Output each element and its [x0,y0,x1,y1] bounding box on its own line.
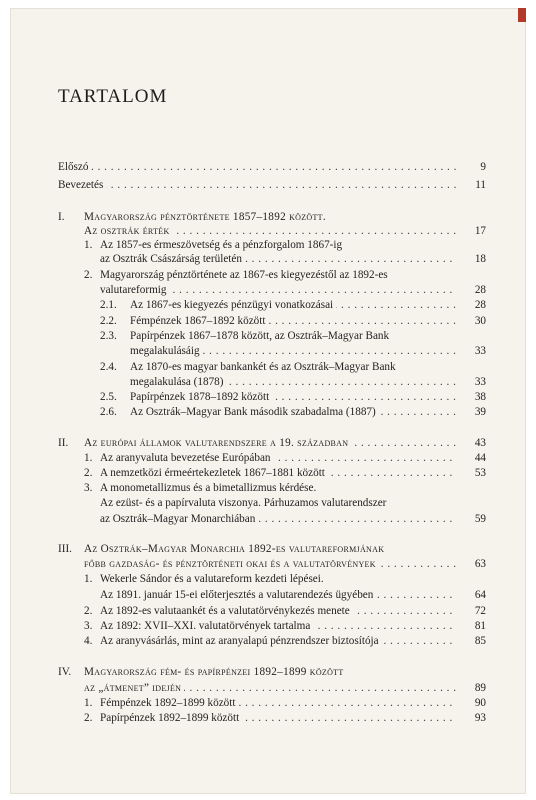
toc-section-number: 1. [84,239,93,251]
toc-row [0,588,536,603]
toc-entry-text: A nemzetközi érmeértekezletek 1867–1881 között . . . [100,466,456,481]
toc-page-number: 89 [474,682,486,694]
toc-entry-text: az Osztrák Császárság területén . . . [100,252,456,267]
toc-section-number: 2.5. [100,391,117,403]
toc-page-number: 81 [474,620,486,632]
toc-section-number: 2.2. [100,315,117,327]
toc-row [0,160,536,175]
toc-entry-text: Az ezüst- és a papírvaluta viszonya. Párhuzamos valutarendszer [100,496,480,511]
toc-entry-text: Magyarország pénztörténete 1857–1892 között. [84,210,464,225]
toc-page-number: 18 [474,253,486,265]
toc-row [0,466,536,481]
toc-entry-text: Az európai államok valutarendszere a 19. században . . . [84,436,456,451]
toc-page-number: 43 [474,437,486,449]
toc-entry-text: Az Osztrák–Magyar Bank második szabadalma (1887) . . . [130,405,456,420]
toc-page-number: 11 [475,179,486,191]
toc-section-number: 3. [84,482,93,494]
toc-row [0,238,536,253]
toc-entry-text: Az aranyvaluta bevezetése Európában . . . [100,451,456,466]
toc-row [0,329,536,344]
toc-entry-text: Fémpénzek 1867–1892 között . . . [130,314,456,329]
toc-row [0,375,536,390]
toc-page-number: 44 [474,452,486,464]
toc-row [0,252,536,267]
toc-entry-text: Papírpénzek 1878–1892 között . . . [130,390,456,405]
toc-row [0,405,536,420]
toc-row [0,436,536,451]
toc-section-number: 2. [84,605,93,617]
toc-page-number: 59 [474,513,486,525]
toc-entry-text: megalakulásáig . . . [130,344,456,359]
toc-row [0,634,536,649]
toc-entry-text: Bevezetés . . . [58,178,456,193]
toc-page-number: 63 [474,558,486,570]
toc-section-number: I. [58,211,65,223]
toc-section-number: 1. [84,697,93,709]
toc-row [0,572,536,587]
toc-entry-text: Az 1892-es valutaankét és a valutatörvénykezés menete . . . [100,604,456,619]
toc-section-number: 2. [84,467,93,479]
toc-row [0,298,536,313]
toc-page-number: 39 [474,406,486,418]
toc-page-number: 28 [474,299,486,311]
toc-row [0,665,536,680]
toc-row [0,557,536,572]
toc-entry-text: Papírpénzek 1867–1878 között, az Osztrák–Magyar Bank [130,329,480,344]
toc-page-number: 33 [474,345,486,357]
toc-section-number: 2.4. [100,361,117,373]
toc-row [0,512,536,527]
toc-row [0,681,536,696]
toc-entry-text: Fémpénzek 1892–1899 között . . . [100,696,456,711]
toc-row [0,360,536,375]
toc-entry-text: Papírpénzek 1892–1899 között . . . [100,711,456,726]
toc-entry-text: A monometallizmus és a bimetallizmus kérdése. [100,481,480,496]
toc-entry-text: megalakulása (1878) . . . [130,375,456,390]
toc-entry-text: Az 1870-es magyar bankankét és az Osztrák–Magyar Bank [130,360,480,375]
toc-page-number: 38 [474,391,486,403]
toc-row [0,344,536,359]
toc-entry-text: az Osztrák–Magyar Monarchiában . . . [100,512,456,527]
toc-entry-text: Magyarország fém- és papírpénzei 1892–1899 között [84,665,464,680]
toc-page-number: 33 [474,376,486,388]
toc-section-number: II. [58,437,69,449]
toc-row [0,496,536,511]
toc-row [0,451,536,466]
toc-entry-text: Az 1867-es kiegyezés pénzügyi vonatkozásai . . . [130,298,456,313]
toc-row [0,224,536,239]
toc-page-number: 53 [474,467,486,479]
toc-page-number: 93 [474,712,486,724]
toc-page-number: 28 [474,284,486,296]
toc-section-number: 2.1. [100,299,117,311]
toc-row [0,390,536,405]
toc-section-number: 1. [84,452,93,464]
toc-row [0,619,536,634]
toc-entry-text: Az 1857-es érmeszövetség és a pénzforgalom 1867-ig [100,238,480,253]
toc-entry-text: Az 1891. január 15-ei előterjesztés a valutarendezés ügyében . . . [100,588,456,603]
toc-page-number: 90 [474,697,486,709]
toc-section-number: III. [58,543,72,555]
toc-section-number: 2. [84,712,93,724]
toc-section-number: 2.3. [100,330,117,342]
toc-row [0,210,536,225]
toc-row [0,711,536,726]
toc-page-number: 9 [480,161,486,173]
toc-page-number: 85 [474,635,486,647]
toc-page-number: 30 [474,315,486,327]
toc-page-number: 17 [474,225,486,237]
toc-entry-text: Az 1892: XVII–XXI. valutatörvények tartalma . . . [100,619,456,634]
toc-section-number: 4. [84,635,93,647]
toc-row [0,314,536,329]
toc-row [0,268,536,283]
toc-entry-text: valutareformig . . . [100,283,456,298]
toc-entry-text: Az aranyvásárlás, mint az aranyalapú pénzrendszer biztosítója . . . [100,634,456,649]
toc-page-number: 64 [474,589,486,601]
toc-entry-text: Magyarország pénztörténete az 1867-es kiegyezéstől az 1892-es [100,268,480,283]
toc-entry-text: Előszó . . . [58,160,456,175]
toc-entry-text: Wekerle Sándor és a valutareform kezdeti lépései. [100,572,480,587]
toc-row [0,604,536,619]
toc-page-number: 72 [474,605,486,617]
toc-section-number: 2. [84,269,93,281]
toc-entry-text: Az Osztrák–Magyar Monarchia 1892-es valutareformjának [84,542,464,557]
toc-section-number: 3. [84,620,93,632]
toc-entry-text: az „átmenet” idején . . . [84,681,456,696]
toc-section-number: IV. [58,666,72,678]
toc-row [0,178,536,193]
toc-section-number: 2.6. [100,406,117,418]
toc-row [0,283,536,298]
toc-row [0,481,536,496]
toc-row [0,696,536,711]
page-title: TARTALOM [58,86,168,107]
toc-section-number: 1. [84,573,93,585]
toc-row [0,542,536,557]
toc-entry-text: főbb gazdaság- és pénztörténeti okai és a valutatörvények . . . [84,557,456,572]
toc-entry-text: Az osztrák érték . . . [84,224,456,239]
